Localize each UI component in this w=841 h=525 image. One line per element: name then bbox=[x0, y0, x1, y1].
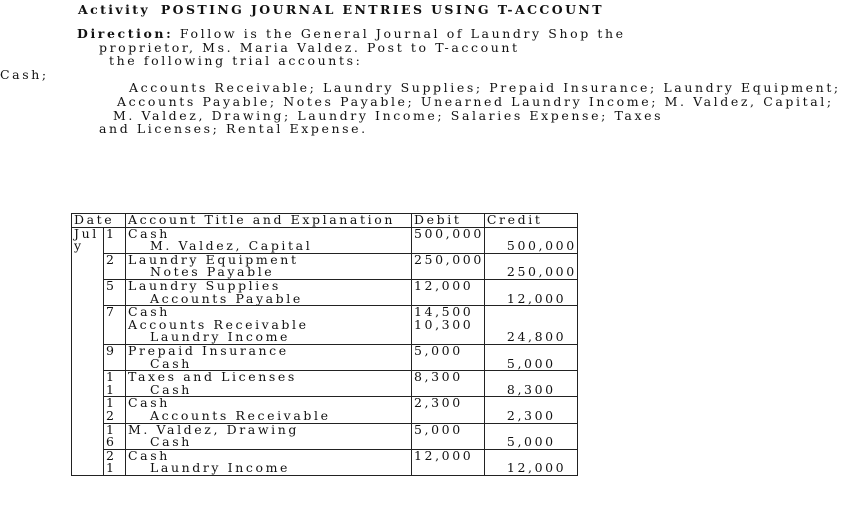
directions-line: M. Valdez, Drawing; Laundry Income; Salaries Expense; Taxes bbox=[113, 107, 664, 123]
account-cell bbox=[126, 423, 412, 449]
directions-label: Direction: bbox=[77, 26, 174, 41]
debit-amount: 12,000 bbox=[414, 447, 474, 463]
month-label: July bbox=[74, 225, 99, 254]
directions-line: Cash; bbox=[0, 66, 49, 82]
account-header: Account Title and Explanation bbox=[126, 214, 412, 228]
debit-cell bbox=[412, 397, 485, 423]
debit-amount: 10,300 bbox=[414, 316, 474, 332]
account-cell bbox=[126, 397, 412, 423]
debit-header: Debit bbox=[412, 214, 485, 228]
table-row bbox=[72, 279, 578, 305]
credit-header: Credit bbox=[484, 214, 577, 228]
table-row bbox=[72, 397, 578, 423]
credit-amount: 2,300 bbox=[506, 407, 556, 423]
table-row bbox=[72, 253, 578, 279]
table-row bbox=[72, 306, 578, 345]
table-row bbox=[72, 449, 578, 475]
day-cell: 11 bbox=[104, 371, 126, 397]
debit-amount: 8,300 bbox=[414, 369, 463, 385]
debit-cell bbox=[412, 227, 485, 253]
debit-cell bbox=[412, 344, 485, 370]
credit-cell bbox=[484, 344, 577, 370]
directions-line: Follow is the General Journal of Laundry Shop the bbox=[179, 26, 626, 41]
credit-cell bbox=[484, 397, 577, 423]
account-title: Prepaid Insurance bbox=[128, 342, 289, 358]
account-cell bbox=[126, 279, 412, 305]
credit-cell bbox=[484, 279, 577, 305]
credit-amount: 24,800 bbox=[506, 329, 567, 345]
debit-cell bbox=[412, 279, 485, 305]
account-title: Cash bbox=[128, 225, 170, 241]
day-cell: 21 bbox=[104, 449, 126, 475]
credit-amount: 500,000 bbox=[506, 238, 577, 254]
debit-amount: 5,000 bbox=[414, 342, 463, 358]
credit-cell bbox=[484, 423, 577, 449]
directions-line: and Licenses; Rental Expense. bbox=[99, 121, 368, 137]
day-cell: 7 bbox=[104, 306, 126, 345]
debit-cell bbox=[412, 253, 485, 279]
day-cell: 1 bbox=[104, 227, 126, 253]
account-title: Laundry Income bbox=[150, 460, 291, 476]
debit-amount: 500,000 bbox=[414, 225, 484, 241]
credit-cell bbox=[484, 449, 577, 475]
debit-cell bbox=[412, 306, 485, 345]
credit-amount: 250,000 bbox=[506, 264, 577, 280]
credit-amount: 8,300 bbox=[506, 381, 556, 397]
account-title: Accounts Receivable bbox=[128, 316, 309, 332]
journal-body bbox=[72, 227, 578, 475]
page-title: POSTING JOURNAL ENTRIES USING T-ACCOUNT bbox=[160, 2, 604, 17]
general-journal-table bbox=[71, 213, 578, 476]
account-cell bbox=[126, 227, 412, 253]
credit-cell bbox=[484, 306, 577, 345]
credit-amount: 5,000 bbox=[506, 355, 556, 371]
account-cell bbox=[126, 371, 412, 397]
debit-amount: 5,000 bbox=[414, 421, 463, 437]
month-cell bbox=[72, 227, 104, 475]
account-title: Taxes and Licenses bbox=[128, 369, 297, 385]
account-title: M. Valdez, Drawing bbox=[128, 421, 300, 437]
account-title: Laundry Income bbox=[150, 329, 291, 345]
credit-amount: 5,000 bbox=[506, 434, 556, 450]
date-header: Date bbox=[72, 214, 126, 228]
table-row bbox=[72, 344, 578, 370]
account-title: Cash bbox=[128, 304, 170, 320]
account-title: Cash bbox=[150, 355, 192, 371]
activity-label: Activity bbox=[78, 2, 151, 17]
credit-cell bbox=[484, 253, 577, 279]
account-title: Accounts Payable bbox=[150, 290, 303, 306]
credit-amount: 12,000 bbox=[506, 290, 567, 306]
day-cell: 9 bbox=[104, 344, 126, 370]
table-row bbox=[72, 423, 578, 449]
day-cell: 5 bbox=[104, 279, 126, 305]
debit-cell bbox=[412, 449, 485, 475]
account-cell bbox=[126, 253, 412, 279]
day-cell: 16 bbox=[104, 423, 126, 449]
debit-amount bbox=[414, 240, 484, 253]
table-row bbox=[72, 227, 578, 253]
directions-block bbox=[0, 26, 841, 137]
account-title: Laundry Equipment bbox=[128, 251, 299, 267]
account-cell bbox=[126, 344, 412, 370]
account-title: Cash bbox=[128, 395, 170, 411]
debit-cell bbox=[412, 423, 485, 449]
account-title: Cash bbox=[150, 381, 192, 397]
debit-amount bbox=[414, 410, 484, 423]
activity-title bbox=[78, 2, 604, 17]
day-cell: 12 bbox=[104, 397, 126, 423]
account-title: M. Valdez, Capital bbox=[150, 238, 313, 254]
directions-line: Accounts Receivable; Laundry Supplies; Prepaid Insurance; Laundry Equipment; bbox=[129, 80, 841, 96]
day-cell: 2 bbox=[104, 253, 126, 279]
debit-amount: 14,500 bbox=[414, 304, 474, 320]
debit-amount bbox=[414, 462, 484, 475]
directions-line: Accounts Payable; Notes Payable; Unearned Laundry Income; M. Valdez, Capital; bbox=[117, 93, 834, 109]
debit-amount: 250,000 bbox=[414, 251, 484, 267]
debit-amount: 2,300 bbox=[414, 395, 463, 411]
debit-cell bbox=[412, 371, 485, 397]
table-row bbox=[72, 371, 578, 397]
account-cell bbox=[126, 306, 412, 345]
credit-cell bbox=[484, 371, 577, 397]
account-title: Accounts Receivable bbox=[150, 407, 331, 423]
credit-amount bbox=[487, 306, 577, 319]
debit-amount: 12,000 bbox=[414, 277, 474, 293]
debit-amount bbox=[414, 436, 484, 449]
account-title: Notes Payable bbox=[150, 264, 275, 280]
account-title: Cash bbox=[150, 434, 192, 450]
directions-line: the following trial accounts: bbox=[109, 53, 363, 69]
directions-line: proprietor, Ms. Maria Valdez. Post to T-account bbox=[99, 39, 520, 55]
credit-amount: 12,000 bbox=[506, 460, 567, 476]
account-title: Laundry Supplies bbox=[128, 277, 281, 293]
account-title: Cash bbox=[128, 447, 170, 463]
account-cell bbox=[126, 449, 412, 475]
credit-cell bbox=[484, 227, 577, 253]
